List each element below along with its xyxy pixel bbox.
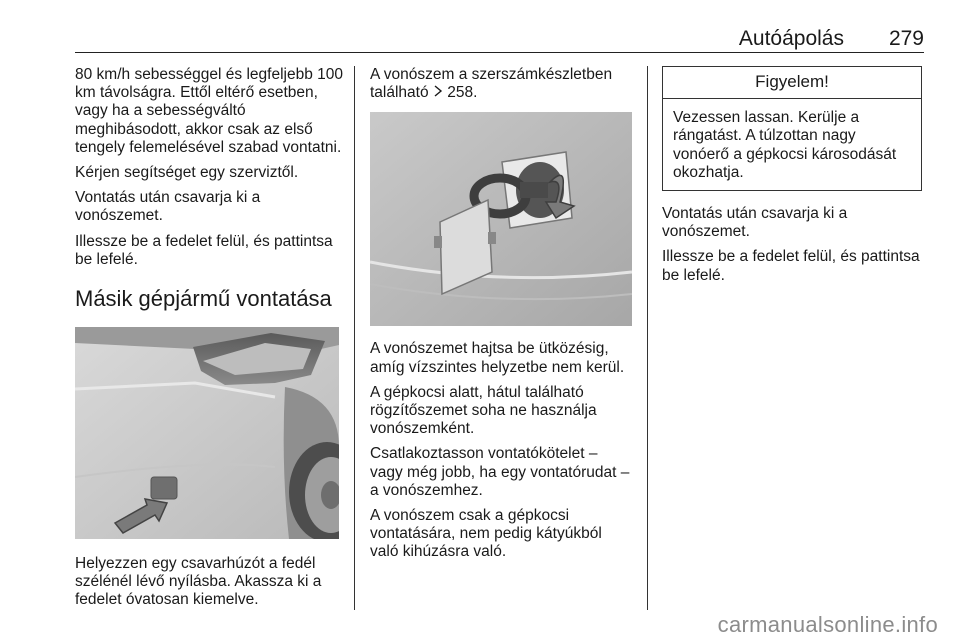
column-divider-2 bbox=[647, 66, 648, 610]
reference-arrow-icon bbox=[433, 84, 443, 101]
column-2 bbox=[370, 66, 634, 569]
watermark: carmanualsonline.info bbox=[717, 612, 938, 637]
section-heading: Másik gépjármű vontatása bbox=[75, 286, 332, 312]
paragraph: Illessze be a fedelet felül, és pattintsa be lefelé. bbox=[75, 232, 333, 268]
paragraph: 80 km/h sebességgel és legfeljebb 100 km távolságra. Ettől eltérő esetben, vagy ha a sebességváltó meghibásodott, akkor csak az első tengely felemelésével szabad vontatni. bbox=[75, 66, 343, 156]
page-reference-link[interactable]: 258. bbox=[447, 84, 478, 102]
warning-text: Vezessen lassan. Kerülje a rángatást. A túlzottan nagy vonóerő a gépkocsi károsodását okozhatja. bbox=[673, 109, 897, 181]
page-number: 279 bbox=[888, 27, 924, 50]
column-3 bbox=[662, 66, 924, 292]
paragraph: Illessze be a fedelet felül, és pattintsa be lefelé. bbox=[662, 248, 920, 284]
paragraph: A vonószemet hajtsa be ütközésig, amíg vízszintes helyzetbe nem kerül. bbox=[370, 340, 625, 376]
paragraph: Vontatás után csavarja ki a vonószemet. bbox=[75, 189, 261, 225]
column-divider-1 bbox=[354, 66, 355, 610]
towing-eye-illustration bbox=[370, 112, 632, 326]
paragraph: A gépkocsi alatt, hátul található rögzítőszemet soha ne használja vonószemként. bbox=[370, 383, 597, 438]
paragraph: A vonószem csak a gépkocsi vontatására, nem pedig kátyúkból való kihúzásra való. bbox=[370, 507, 602, 561]
warning-title: Figyelem! bbox=[663, 67, 921, 99]
paragraph: Helyezzen egy csavarhúzót a fedél szélénél lévő nyílásba. Akassza ki a fedelet óvatosan kiemelve. bbox=[75, 555, 322, 609]
column-1 bbox=[75, 66, 343, 617]
paragraph: Csatlakoztasson vontatókötelet – vagy még jobb, ha egy vontatórudat – a vonószemhez. bbox=[370, 445, 630, 499]
paragraph: Kérjen segítséget egy szerviztől. bbox=[75, 164, 299, 182]
car-rear-illustration bbox=[75, 327, 339, 539]
paragraph bbox=[370, 66, 634, 102]
section-title: Autóápolás bbox=[738, 27, 844, 50]
warning-box bbox=[662, 66, 922, 191]
paragraph: Vontatás után csavarja ki a vonószemet. bbox=[662, 205, 848, 241]
paragraph-text: A vonószem a szerszámkészletben található bbox=[370, 66, 613, 102]
page-header bbox=[75, 24, 924, 53]
